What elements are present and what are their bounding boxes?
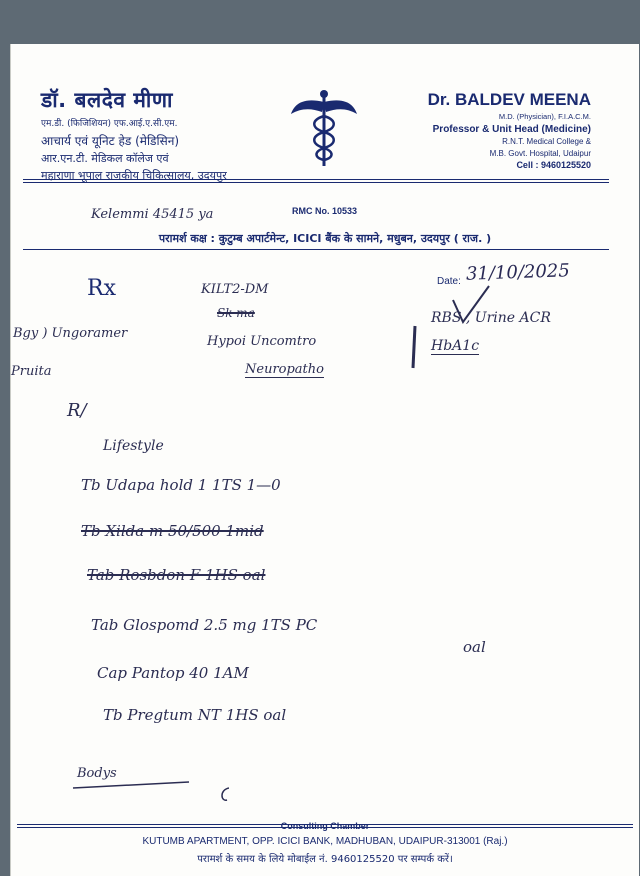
complaint-line-2: Pruita [11,364,52,379]
medication-3: Tab Rosbdon F 1HS oal [87,566,266,584]
diagnosis-line-4: Neuropatho [245,362,324,377]
caduceus-icon [289,88,359,168]
doctor-name-english: Dr. BALDEV MEENA [427,90,591,109]
diagnosis-line-3: Hypoi Uncomtro [207,334,317,349]
footer-address: KUTUMB APARTMENT, OPP. ICICI BANK, MADHUBAN, UDAIPUR-313001 (Raj.) [142,836,508,847]
cell-number: Cell : 9460125520 [516,160,591,170]
patient-details: Kelemmi 45415 ya [91,207,214,222]
medication-2: Tb Xilda m 50/500 1mid [81,522,264,540]
footer-contact-hindi: परामर्श के समय के लिये मोबाईल नं. 9460125520 पर सम्पर्क करें। [197,854,453,865]
investigations-line-2: HbA1c [431,338,480,354]
rx-symbol: Rx [87,276,116,301]
college-english: R.N.T. Medical College & [502,137,591,146]
address-divider [23,249,609,250]
prescription-sheet [10,44,639,876]
doctor-name-hindi: डॉ. बलदेव मीणा [41,88,173,112]
medication-4-note: oal [463,638,486,656]
signature-mark [69,774,229,814]
footer-title: Consulting Chamber [280,821,370,831]
rx-mark: R/ [67,400,87,421]
medication-1: Tb Udapa hold 1 1TS 1—0 [81,476,281,494]
doctor-title-english: Professor & Unit Head (Medicine) [432,124,591,135]
header-divider-2 [23,182,609,183]
medication-6: Tb Pregtum NT 1HS oal [103,706,287,724]
rmc-number: RMC No. 10533 [292,206,358,216]
hospital-english: M.B. Govt. Hospital, Udaipur [489,149,591,158]
doctor-title-hindi: आचार्य एवं यूनिट हेड (मेडिसिन) [41,134,180,148]
medication-5: Cap Pantop 40 1AM [97,664,249,682]
doctor-header-hindi [41,86,227,183]
chamber-address-hindi: परामर्श कक्ष : कुटुम्ब अपार्टमेन्ट, ICICI बैंक के सामने, मधुबन, उदयपुर ( राज. ) [158,232,492,245]
doctor-degrees-hindi: एम.डी. (फिजिशियन) एफ.आई.ए.सी.एम. [41,119,178,129]
follow-up-note: Bodys [77,766,117,781]
medication-0: Lifestyle [103,438,164,454]
diagnosis-line-2: Sk ma [217,306,255,320]
complaint-line-1: Bgy ) Ungoramer [13,326,128,341]
doctor-degrees-english: M.D. (Physician), F.I.A.C.M. [498,112,591,121]
doctor-header-english [428,90,591,170]
investigations-line-1: RBS , Urine ACR [431,310,551,326]
header-divider [23,179,609,180]
diagnosis-line-1: KILT2-DM [201,282,269,297]
college-hindi: आर.एन.टी. मेडिकल कॉलेज एवं [41,152,169,165]
date-value: 31/10/2025 [465,260,571,285]
medication-4: Tab Glospomd 2.5 mg 1TS PC [91,616,318,634]
date-label: Date: [437,276,461,287]
hospital-hindi: महाराणा भूपाल राजकीय चिकित्सालय, उदयपुर [41,169,227,182]
